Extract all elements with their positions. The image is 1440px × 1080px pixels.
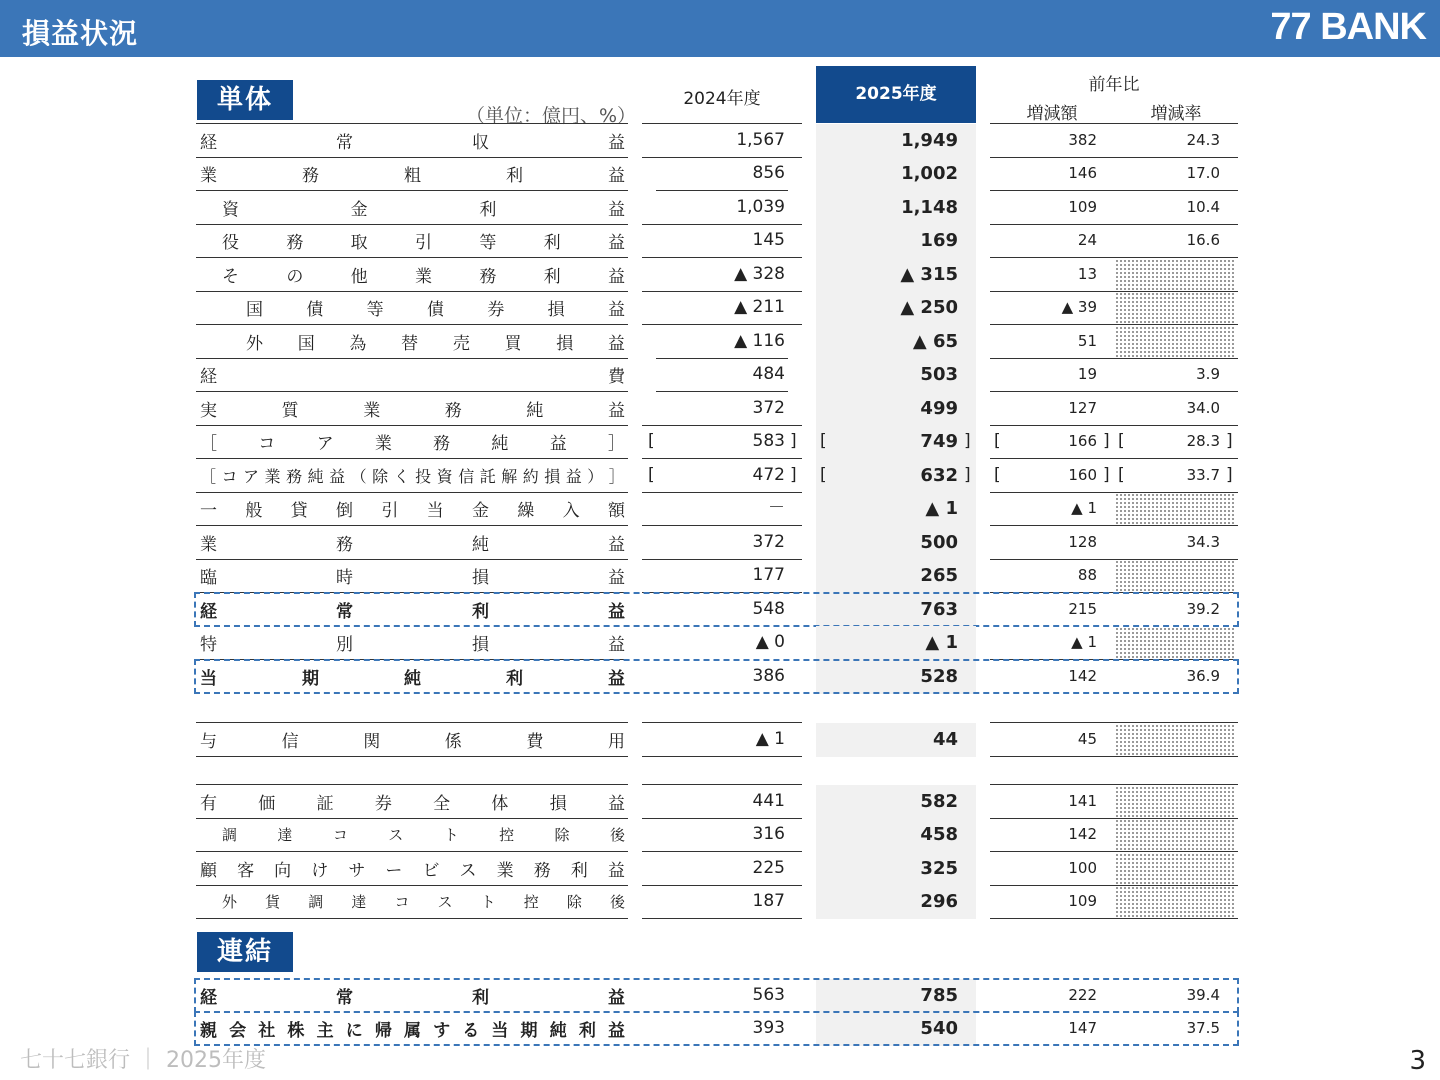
value-2025: 500 <box>920 532 958 553</box>
value-rate <box>1125 291 1220 324</box>
row-label: 資 金 利 益 <box>222 200 625 220</box>
value-rate: 3.9 <box>1196 365 1220 383</box>
table-row <box>0 626 1440 660</box>
value-2024: 583 <box>752 431 785 451</box>
bracket-glyph: [ <box>994 431 1001 451</box>
table-row <box>0 224 1440 258</box>
value-2025: 169 <box>920 230 958 251</box>
row-label: 経 常 収 益 <box>200 133 625 153</box>
value-2024: 187 <box>752 891 785 911</box>
value-rate: 37.5 <box>1186 1019 1220 1037</box>
value-diff: 142 <box>1068 825 1097 843</box>
row-label: 役 務 取 引 等 利 益 <box>222 233 625 253</box>
value-2025: 296 <box>920 891 958 912</box>
value-rate: 36.9 <box>1186 667 1220 685</box>
value-2024: 372 <box>752 398 785 418</box>
table-row <box>0 723 1440 757</box>
value-2025: 325 <box>920 858 958 879</box>
row-label: そ の 他 業 務 利 益 <box>222 267 625 287</box>
header-bar <box>0 0 1440 57</box>
value-2025: 458 <box>920 824 958 845</box>
value-diff: 109 <box>1068 892 1097 910</box>
value-rate <box>1125 559 1220 592</box>
value-2025: 785 <box>920 985 958 1006</box>
row-label: 国 債 等 債 券 損 益 <box>246 300 625 320</box>
value-rate <box>1125 785 1220 818</box>
value-2025: 44 <box>932 729 958 750</box>
column-header-rate: 増減率 <box>1150 104 1202 124</box>
value-2025: ▲ 250 <box>900 297 958 318</box>
bracket-glyph: ] <box>790 465 797 485</box>
rule <box>642 918 802 919</box>
highlight-box <box>194 1011 1239 1046</box>
rule <box>642 756 802 757</box>
value-diff: 13 <box>1077 265 1097 283</box>
value-2024: 548 <box>752 599 785 619</box>
value-diff: 45 <box>1077 730 1097 748</box>
row-label: 顧 客 向 け サ ー ビ ス 業 務 利 益 <box>200 861 625 881</box>
column-header-2025: 2025年度 <box>816 66 976 123</box>
value-rate <box>1125 885 1220 918</box>
value-diff: 127 <box>1068 399 1097 417</box>
value-2024: ▲ 328 <box>734 264 785 284</box>
value-2024: 484 <box>752 364 785 384</box>
value-rate: 24.3 <box>1186 131 1220 149</box>
bracket-glyph: [ <box>648 431 655 451</box>
value-rate <box>1125 492 1220 525</box>
bracket-glyph: ] <box>1103 431 1110 451</box>
value-diff: ▲ 1 <box>1071 499 1097 517</box>
value-2024: ▲ 1 <box>755 729 785 749</box>
unit-label: （単位：億円、%） <box>466 105 637 127</box>
bracket-glyph: ] <box>790 431 797 451</box>
value-rate <box>1125 325 1220 358</box>
value-diff: 160 <box>1068 466 1097 484</box>
value-rate: 33.7 <box>1186 466 1220 484</box>
table-row <box>0 526 1440 560</box>
rule <box>642 784 802 785</box>
footer-text: 七十七銀行 ｜ 2025年度 <box>20 1048 266 1073</box>
value-2025: 540 <box>920 1018 958 1039</box>
value-2024: 393 <box>752 1018 785 1038</box>
table-row <box>0 358 1440 392</box>
value-rate: 39.2 <box>1186 600 1220 618</box>
value-2024: 177 <box>752 565 785 585</box>
value-2025: 1,148 <box>901 197 958 218</box>
table-row <box>0 425 1440 459</box>
bracket-glyph: [ <box>1118 431 1125 451</box>
bank-logo: 77 BANK <box>1270 6 1426 48</box>
value-diff: 88 <box>1077 566 1097 584</box>
value-2024: 145 <box>752 230 785 250</box>
value-rate <box>1125 723 1220 756</box>
value-diff: 51 <box>1077 332 1097 350</box>
value-diff: 128 <box>1068 533 1097 551</box>
value-2024: 563 <box>752 985 785 1005</box>
value-rate <box>1125 626 1220 659</box>
bracket-glyph: ] <box>1226 465 1233 485</box>
highlight-box <box>194 592 1239 627</box>
page-number: 3 <box>1409 1046 1426 1076</box>
table-row <box>0 559 1440 593</box>
rule <box>642 722 802 723</box>
value-2025: 499 <box>920 398 958 419</box>
table-row <box>0 157 1440 191</box>
rule <box>196 918 628 919</box>
section-tag-renketsu: 連結 <box>197 932 293 972</box>
value-diff: ▲ 1 <box>1071 633 1097 651</box>
value-2025: 265 <box>920 565 958 586</box>
row-label: ［ コ ア 業 務 純 益 ］ <box>200 434 625 454</box>
rule <box>990 784 1238 785</box>
value-rate: 39.4 <box>1186 986 1220 1004</box>
value-2024: 856 <box>752 163 785 183</box>
value-diff: 109 <box>1068 198 1097 216</box>
table-row <box>0 325 1440 359</box>
value-2024: ▲ 0 <box>755 632 785 652</box>
value-2024: － <box>768 498 785 518</box>
value-rate: 34.0 <box>1186 399 1220 417</box>
table-row <box>0 852 1440 886</box>
table-row <box>0 191 1440 225</box>
value-2024: 441 <box>752 791 785 811</box>
bracket-glyph: ] <box>1103 465 1110 485</box>
row-label: 外 貨 調 達 コ ス ト 控 除 後 <box>222 893 625 911</box>
row-label: 特 別 損 益 <box>200 635 625 655</box>
highlight-box <box>194 978 1239 1013</box>
bracket-glyph: [ <box>820 465 827 485</box>
bracket-glyph: [ <box>994 465 1001 485</box>
table-row <box>0 492 1440 526</box>
column-header-2024: 2024年度 <box>683 89 761 109</box>
rule <box>196 784 628 785</box>
rule <box>990 918 1238 919</box>
value-diff: 100 <box>1068 859 1097 877</box>
value-2025: ▲ 65 <box>912 331 958 352</box>
value-rate: 10.4 <box>1186 198 1220 216</box>
table-row <box>0 979 1440 1013</box>
row-label: 経 常 利 益 <box>200 602 625 622</box>
value-2024: 386 <box>752 666 785 686</box>
value-diff: 19 <box>1077 365 1097 383</box>
value-rate <box>1125 258 1220 291</box>
row-label: 与 信 関 係 費 用 <box>200 732 625 752</box>
value-rate: 17.0 <box>1186 164 1220 182</box>
value-diff: 146 <box>1068 164 1097 182</box>
value-diff: ▲ 39 <box>1061 298 1097 316</box>
table-row <box>0 885 1440 919</box>
value-2025: ▲ 1 <box>925 632 958 653</box>
bracket-glyph: [ <box>1118 465 1125 485</box>
row-label: 業 務 純 益 <box>200 535 625 555</box>
value-rate <box>1125 818 1220 851</box>
table-row <box>0 124 1440 158</box>
highlight-box <box>194 659 1239 694</box>
bracket-glyph: ] <box>1226 431 1233 451</box>
value-diff: 147 <box>1068 1019 1097 1037</box>
bracket-glyph: [ <box>820 431 827 451</box>
section-tag-tanpai: 単体 <box>197 80 293 120</box>
value-2025: 1,949 <box>901 130 958 151</box>
table-row <box>0 593 1440 627</box>
row-label: 業 務 粗 利 益 <box>200 166 625 186</box>
value-2024: ▲ 116 <box>734 331 785 351</box>
row-label: 親 会 社 株 主 に 帰 属 す る 当 期 純 利 益 <box>200 1021 625 1041</box>
value-rate: 28.3 <box>1186 432 1220 450</box>
value-diff: 382 <box>1068 131 1097 149</box>
value-2024: ▲ 211 <box>734 297 785 317</box>
table-row <box>0 1012 1440 1046</box>
row-label: 有 価 証 券 全 体 損 益 <box>200 794 625 814</box>
table-row <box>0 818 1440 852</box>
row-label: 経 費 <box>200 367 625 387</box>
value-diff: 222 <box>1068 986 1097 1004</box>
value-2025: 528 <box>920 666 958 687</box>
bracket-glyph: ] <box>964 431 971 451</box>
row-label: ［ コ ア 業 務 純 益 （ 除 く 投 資 信 託 解 約 損 益 ） ］ <box>200 467 625 486</box>
column-header-diff: 増減額 <box>1026 104 1078 124</box>
value-2025: 582 <box>920 791 958 812</box>
value-2025: 763 <box>920 599 958 620</box>
value-diff: 24 <box>1077 231 1097 249</box>
row-label: 臨 時 損 益 <box>200 568 625 588</box>
row-label: 一 般 貸 倒 引 当 金 繰 入 額 <box>200 501 625 521</box>
value-2024: 472 <box>752 465 785 485</box>
bracket-glyph: [ <box>648 465 655 485</box>
value-2025: ▲ 315 <box>900 264 958 285</box>
value-2024: 316 <box>752 824 785 844</box>
row-label: 実 質 業 務 純 益 <box>200 401 625 421</box>
value-diff: 166 <box>1068 432 1097 450</box>
row-label: 経 常 利 益 <box>200 988 625 1008</box>
value-diff: 141 <box>1068 792 1097 810</box>
value-diff: 142 <box>1068 667 1097 685</box>
rule <box>990 756 1238 757</box>
row-label: 調 達 コ ス ト 控 除 後 <box>222 826 625 844</box>
rule <box>196 722 628 723</box>
value-2024: 225 <box>752 858 785 878</box>
value-rate: 34.3 <box>1186 533 1220 551</box>
value-2025: ▲ 1 <box>925 498 958 519</box>
column-header-yoy: 前年比 <box>1088 75 1140 95</box>
table-row <box>0 258 1440 292</box>
value-2025: 503 <box>920 364 958 385</box>
table-row <box>0 660 1440 694</box>
rule <box>990 722 1238 723</box>
table-row <box>0 392 1440 426</box>
row-label: 外 国 為 替 売 買 損 益 <box>246 334 625 354</box>
value-2025: 749 <box>920 431 958 452</box>
table-row <box>0 785 1440 819</box>
value-2025: 1,002 <box>901 163 958 184</box>
value-rate <box>1125 852 1220 885</box>
value-2024: 1,039 <box>736 197 785 217</box>
table-row <box>0 291 1440 325</box>
value-2025: 632 <box>920 465 958 486</box>
page-title: 損益状況 <box>22 17 139 50</box>
value-2024: 372 <box>752 532 785 552</box>
value-rate: 16.6 <box>1186 231 1220 249</box>
row-label: 当 期 純 利 益 <box>200 669 625 689</box>
value-diff: 215 <box>1068 600 1097 618</box>
rule <box>196 756 628 757</box>
value-2024: 1,567 <box>736 130 785 150</box>
table-row <box>0 459 1440 493</box>
bracket-glyph: ] <box>964 465 971 485</box>
